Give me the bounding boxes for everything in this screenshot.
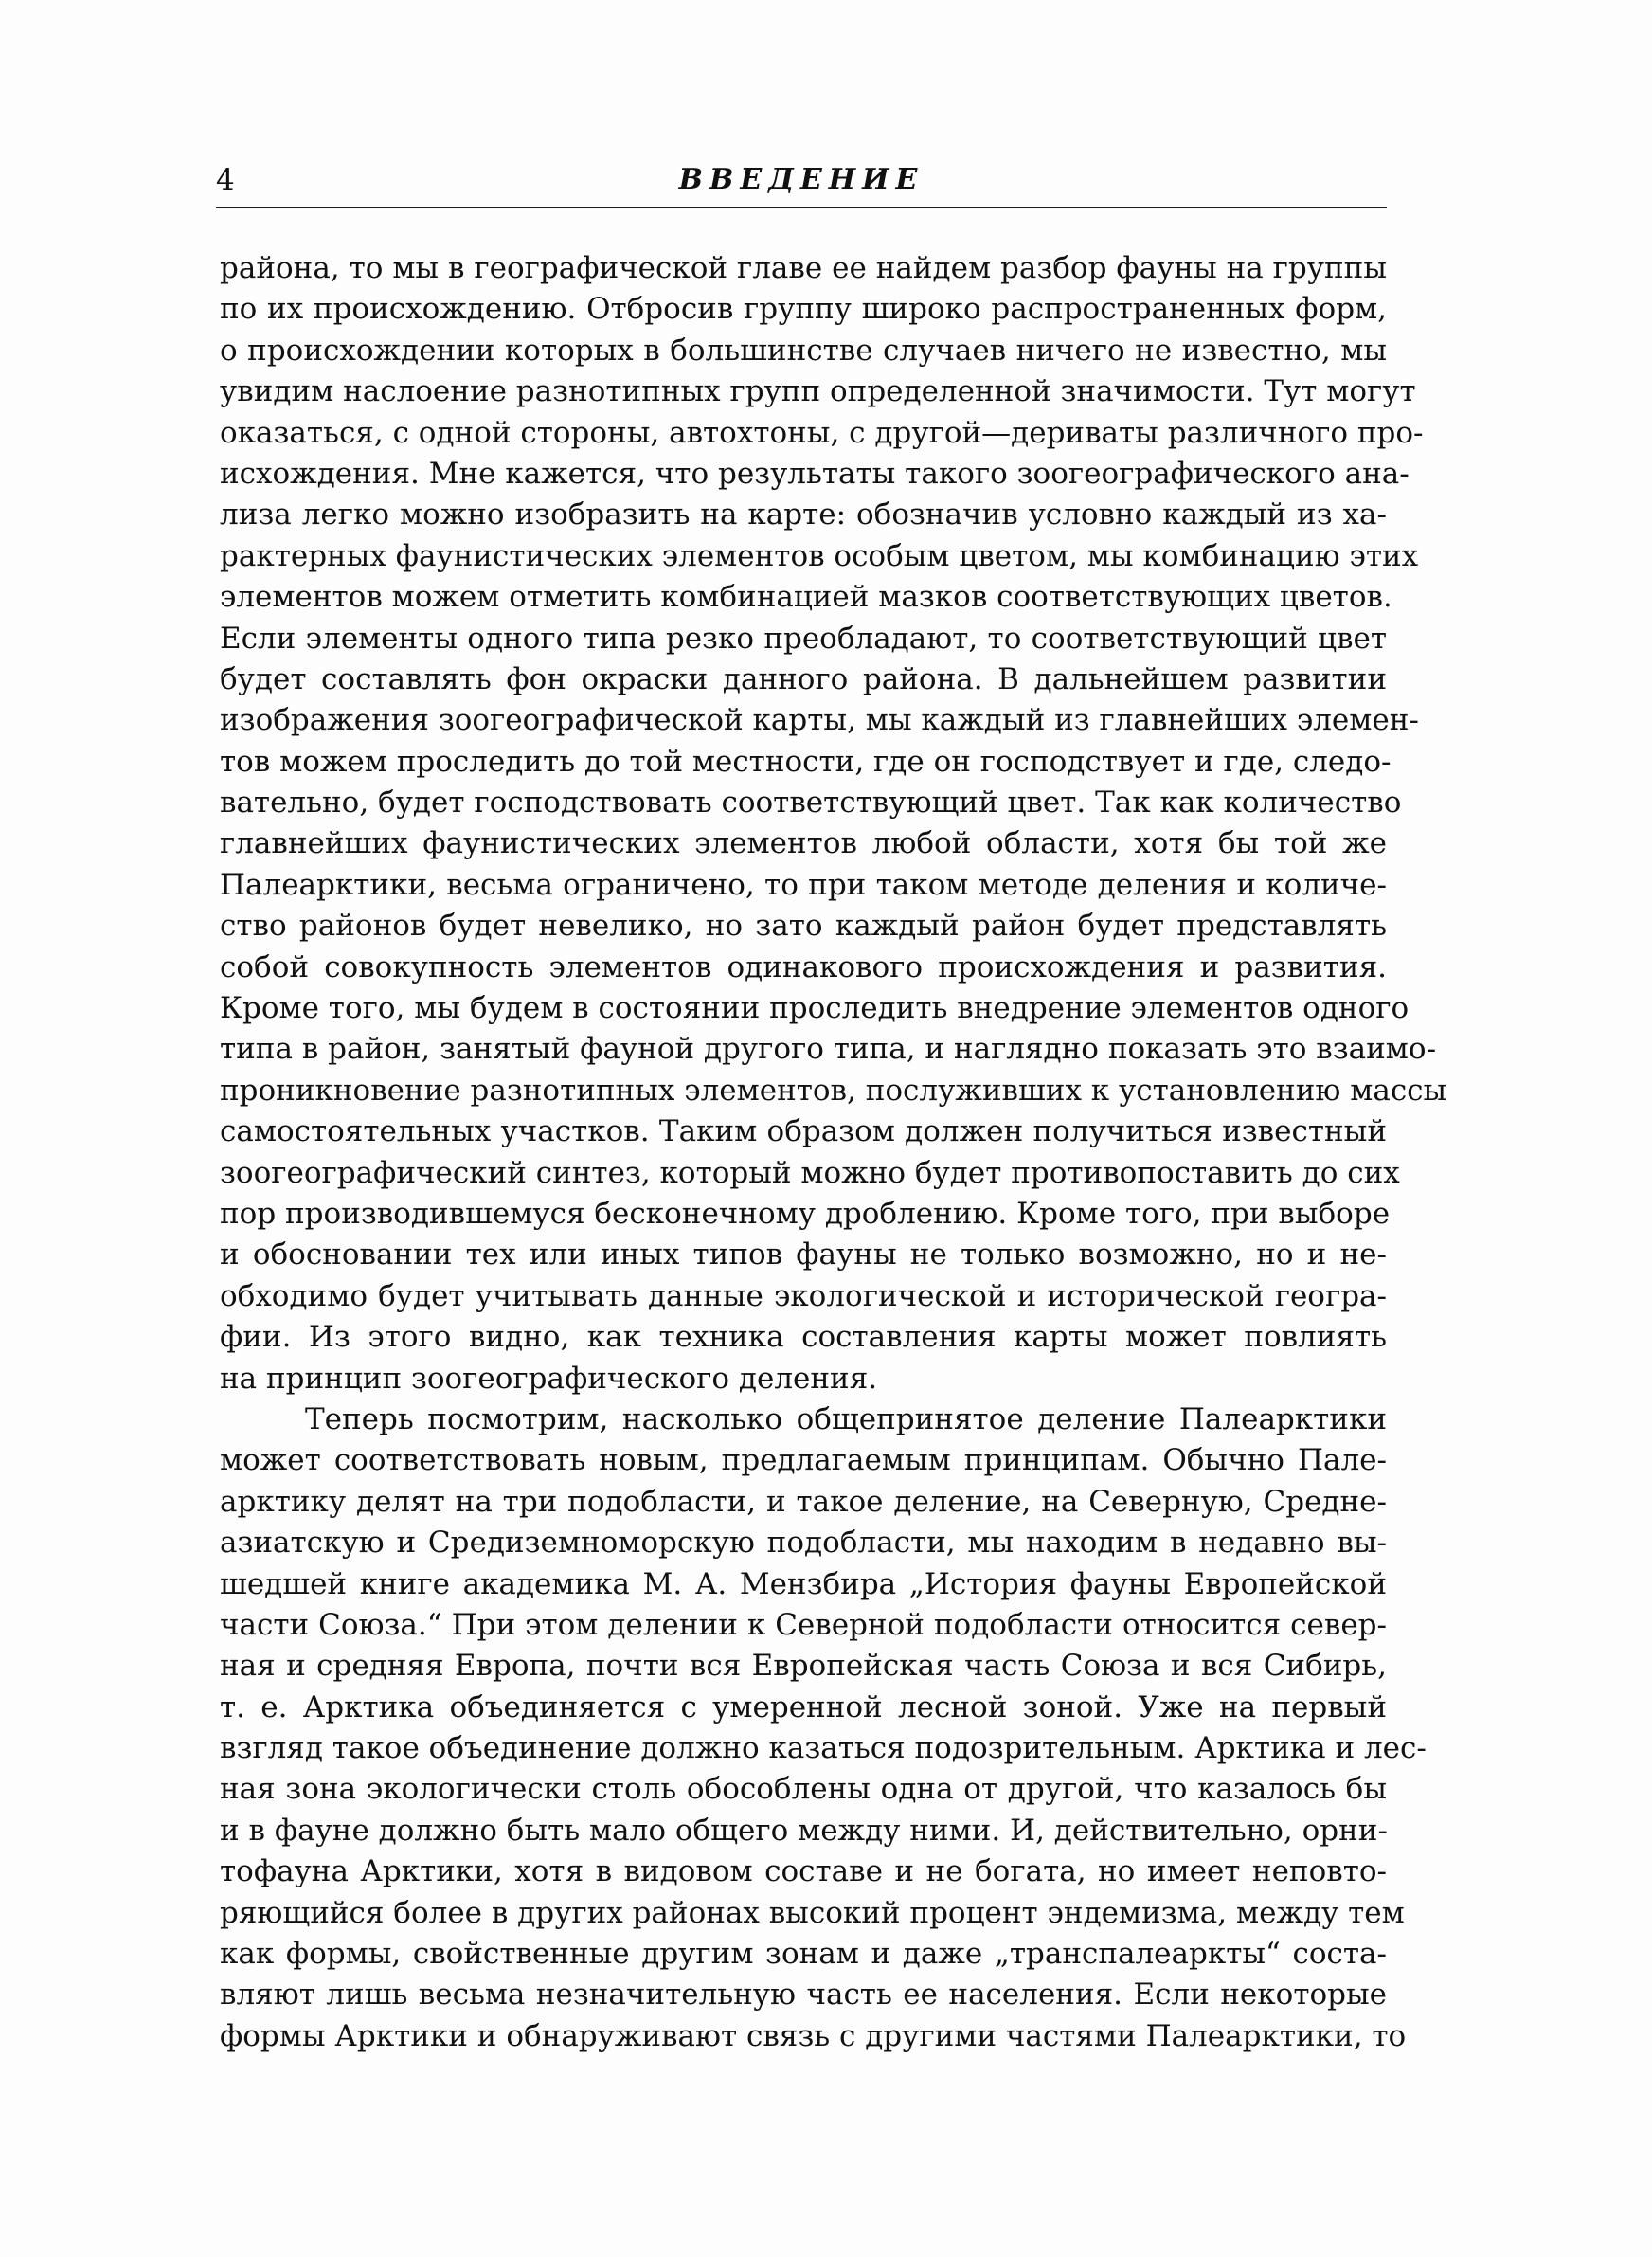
text-line: т. е. Арктика объединяется с умеренной лесной зоной. Уже на первый [220, 1689, 1387, 1724]
page-number: 4 [216, 163, 235, 197]
text-line: рактерных фаунистических элементов особым цветом, мы комбинацию этих [220, 538, 1419, 573]
text-line: элементов можем отметить комбинацией мазков соответствующих цветов. [220, 580, 1392, 615]
text-line: вляют лишь весьма незначительную часть ее населения. Если некоторые [220, 1977, 1387, 2013]
text-line: вательно, будет господствовать соответствующий цвет. Так как количество [220, 785, 1402, 821]
text-line: зоогеографический синтез, который можно будет противопоставить до сих [220, 1155, 1400, 1190]
text-line: пор производившемуся бесконечному дроблению. Кроме того, при выборе [220, 1196, 1391, 1231]
body-text [220, 248, 1447, 2057]
text-line: лиза легко можно изобразить на карте: обозначив условно каждый из ха- [220, 497, 1387, 533]
text-line: района, то мы в географической главе ее найдем разбор фауны на группы [220, 251, 1387, 285]
text-line: собой совокупность элементов одинакового происхождения и развития. [220, 949, 1387, 984]
paragraph [220, 248, 1447, 1399]
text-line: тов можем проследить до той местности, где он господствует и где, следо- [220, 744, 1392, 779]
header-rule [216, 207, 1387, 208]
text-line: Теперь посмотрим, насколько общепринятое деление Палеарктики [305, 1401, 1387, 1436]
text-line: типа в район, занятый фауной другого типа, и наглядно показать это взаимо- [220, 1032, 1437, 1067]
text-line: проникновение разнотипных элементов, послуживших к установлению массы [220, 1073, 1447, 1108]
text-line: самостоятельных участков. Таким образом должен получиться известный [220, 1114, 1387, 1149]
text-line: Если элементы одного типа резко преобладают, то соответствующий цвет [220, 621, 1387, 656]
running-head: ВВЕДЕНИЕ [678, 163, 925, 196]
text-line: арктику делят на три подобласти, и такое деление, на Северную, Средне- [220, 1484, 1387, 1519]
text-line: как формы, свойственные другим зонам и даже „транспалеаркты“ соста- [220, 1937, 1387, 1972]
text-line: о происхождении которых в большинстве случаев ничего не известно, мы [220, 333, 1387, 368]
text-line: ная зона экологически столь обособлены одна от другой, что казалось бы [220, 1772, 1387, 1807]
text-line: увидим наслоение разнотипных групп определенной значимости. Тут могут [220, 374, 1416, 409]
text-line: будет составлять фон окраски данного района. В дальнейшем развитии [220, 661, 1387, 696]
text-line: ряющийся более в других районах высокий процент эндемизма, между тем [220, 1895, 1405, 1930]
text-line: на принцип зоогеографического деления. [220, 1361, 878, 1396]
text-line: оказаться, с одной стороны, автохтоны, с другой—дериваты различного про- [220, 415, 1424, 450]
text-line: тофауна Арктики, хотя в видовом составе и не богата, но имеет неповто- [220, 1854, 1387, 1889]
text-line: азиатскую и Средиземноморскую подобласти, мы находим в недавно вы- [220, 1526, 1387, 1561]
text-line: и в фауне должно быть мало общего между ними. И, действительно, орни- [220, 1813, 1388, 1848]
text-line: шедшей книге академика М. А. Мензбира „История фауны Европейской [220, 1566, 1387, 1601]
text-line: формы Арктики и обнаруживают связь с другими частями Палеарктики, то [220, 2018, 1407, 2053]
page-header [216, 159, 1387, 201]
text-line: части Союза.“ При этом делении к Северной подобласти относится север- [220, 1607, 1387, 1642]
text-line: изображения зоогеографической карты, мы каждый из главнейших элемен- [220, 703, 1419, 738]
text-line: ная и средняя Европа, почти вся Европейская часть Союза и вся Сибирь, [220, 1649, 1387, 1684]
paragraph [220, 1399, 1427, 2057]
text-line: по их происхождению. Отбросив группу широко распространенных форм, [220, 292, 1387, 327]
text-line: обходимо будет учитывать данные экологической и исторической геогра- [220, 1278, 1387, 1313]
text-line: и обосновании тех или иных типов фауны не только возможно, но и не- [220, 1237, 1387, 1273]
text-line: исхождения. Мне кажется, что результаты такого зоогеографического ана- [220, 456, 1410, 491]
text-line: может соответствовать новым, предлагаемым принципам. Обычно Пале- [220, 1443, 1387, 1478]
text-line: Палеарктики, весьма ограничено, то при таком методе деления и количе- [220, 867, 1387, 902]
text-line: взгляд такое объединение должно казаться подозрительным. Арктика и лес- [220, 1731, 1427, 1766]
text-line: главнейших фаунистических элементов любой области, хотя бы той же [220, 826, 1387, 861]
text-line: ство районов будет невелико, но зато каждый район будет представлять [220, 909, 1387, 944]
text-line: Кроме того, мы будем в состоянии проследить внедрение элементов одного [220, 991, 1410, 1026]
text-line: фии. Из этого видно, как техника составления карты может повлиять [220, 1320, 1387, 1355]
